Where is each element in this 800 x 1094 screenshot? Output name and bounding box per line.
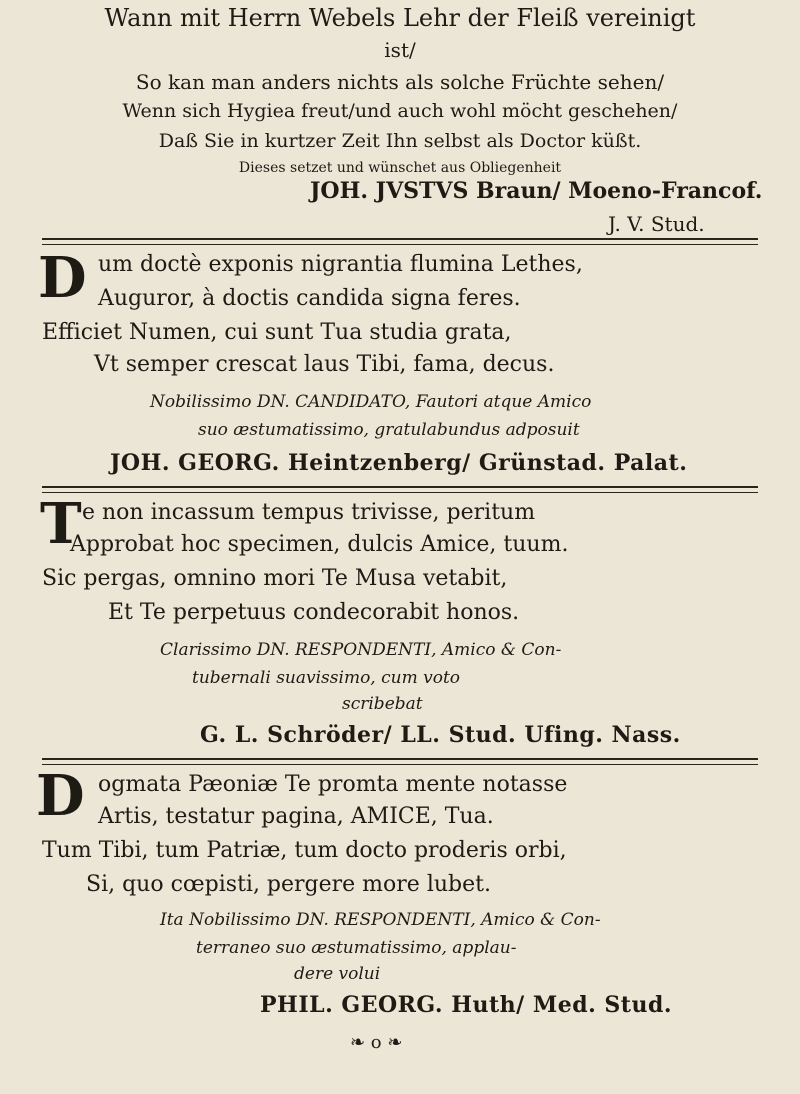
verse-line: Tum Tibi, tum Patriæ, tum docto proderis orbi, — [42, 838, 567, 863]
dedication-line: dere volui — [294, 964, 381, 984]
verse-line: Efficiet Numen, cui sunt Tua studia grata, — [42, 320, 512, 345]
dedication-line: tubernali suavissimo, cum voto — [192, 668, 461, 688]
verse-line: um doctè exponis nigrantia flumina Lethes, — [98, 252, 583, 277]
verse-line: e non incassum tempus trivisse, peritum — [82, 500, 536, 525]
verse-line: Auguror, à doctis candida signa feres. — [98, 286, 521, 311]
divider — [42, 758, 758, 765]
dedication-line: Nobilissimo DN. CANDIDATO, Fautori atque Amico — [150, 392, 592, 412]
verse-line: Artis, testatur pagina, AMICE, Tua. — [98, 804, 494, 829]
header-line-1: Wann mit Herrn Webels Lehr der Fleiß vereinigt — [104, 4, 696, 32]
header-line-5: Daß Sie in kurtzer Zeit Ihn selbst als Doctor küßt. — [158, 130, 642, 152]
header-signature: JOH. JVSTVS Braun/ Moeno-Francof. — [310, 178, 763, 204]
header-line-4: Wenn sich Hygiea freut/und auch wohl möcht geschehen/ — [122, 100, 678, 122]
header-signature-role: J. V. Stud. — [608, 212, 705, 236]
verse-line: Et Te perpetuus condecorabit honos. — [108, 600, 520, 625]
verse-line: Sic pergas, omnino mori Te Musa vetabit, — [42, 566, 508, 591]
footer-ornament: ❧ o ❧ — [350, 1032, 403, 1053]
signature: G. L. Schröder/ LL. Stud. Ufing. Nass. — [200, 722, 681, 748]
signature: PHIL. GEORG. Huth/ Med. Stud. — [260, 992, 673, 1018]
header-line-2: ist/ — [384, 38, 416, 62]
verse-line: ogmata Pæoniæ Te promta mente notasse — [98, 772, 568, 797]
dropcap: D — [38, 245, 87, 311]
header-dedication: Dieses setzet und wünschet aus Obliegenheit — [238, 160, 562, 176]
verse-line: Si, quo cœpisti, pergere more lubet. — [86, 872, 491, 897]
header-line-3: So kan man anders nichts als solche Früchte sehen/ — [135, 70, 665, 94]
dedication-line: Ita Nobilissimo DN. RESPONDENTI, Amico & Con- — [160, 910, 601, 930]
divider — [42, 238, 758, 245]
signature: JOH. GEORG. Heintzenberg/ Grünstad. Palat. — [110, 450, 688, 476]
verse-line: Approbat hoc specimen, dulcis Amice, tuum. — [70, 532, 569, 557]
dedication-line: suo æstumatissimo, gratulabundus adposuit — [198, 420, 580, 440]
verse-line: Vt semper crescat laus Tibi, fama, decus. — [94, 352, 555, 377]
divider — [42, 486, 758, 493]
dropcap: D — [36, 763, 85, 829]
dedication-line: scribebat — [342, 694, 423, 714]
dedication-line: Clarissimo DN. RESPONDENTI, Amico & Con- — [160, 640, 562, 660]
dropcap: T — [40, 491, 82, 557]
dedication-line: terraneo suo æstumatissimo, applau- — [196, 938, 517, 958]
